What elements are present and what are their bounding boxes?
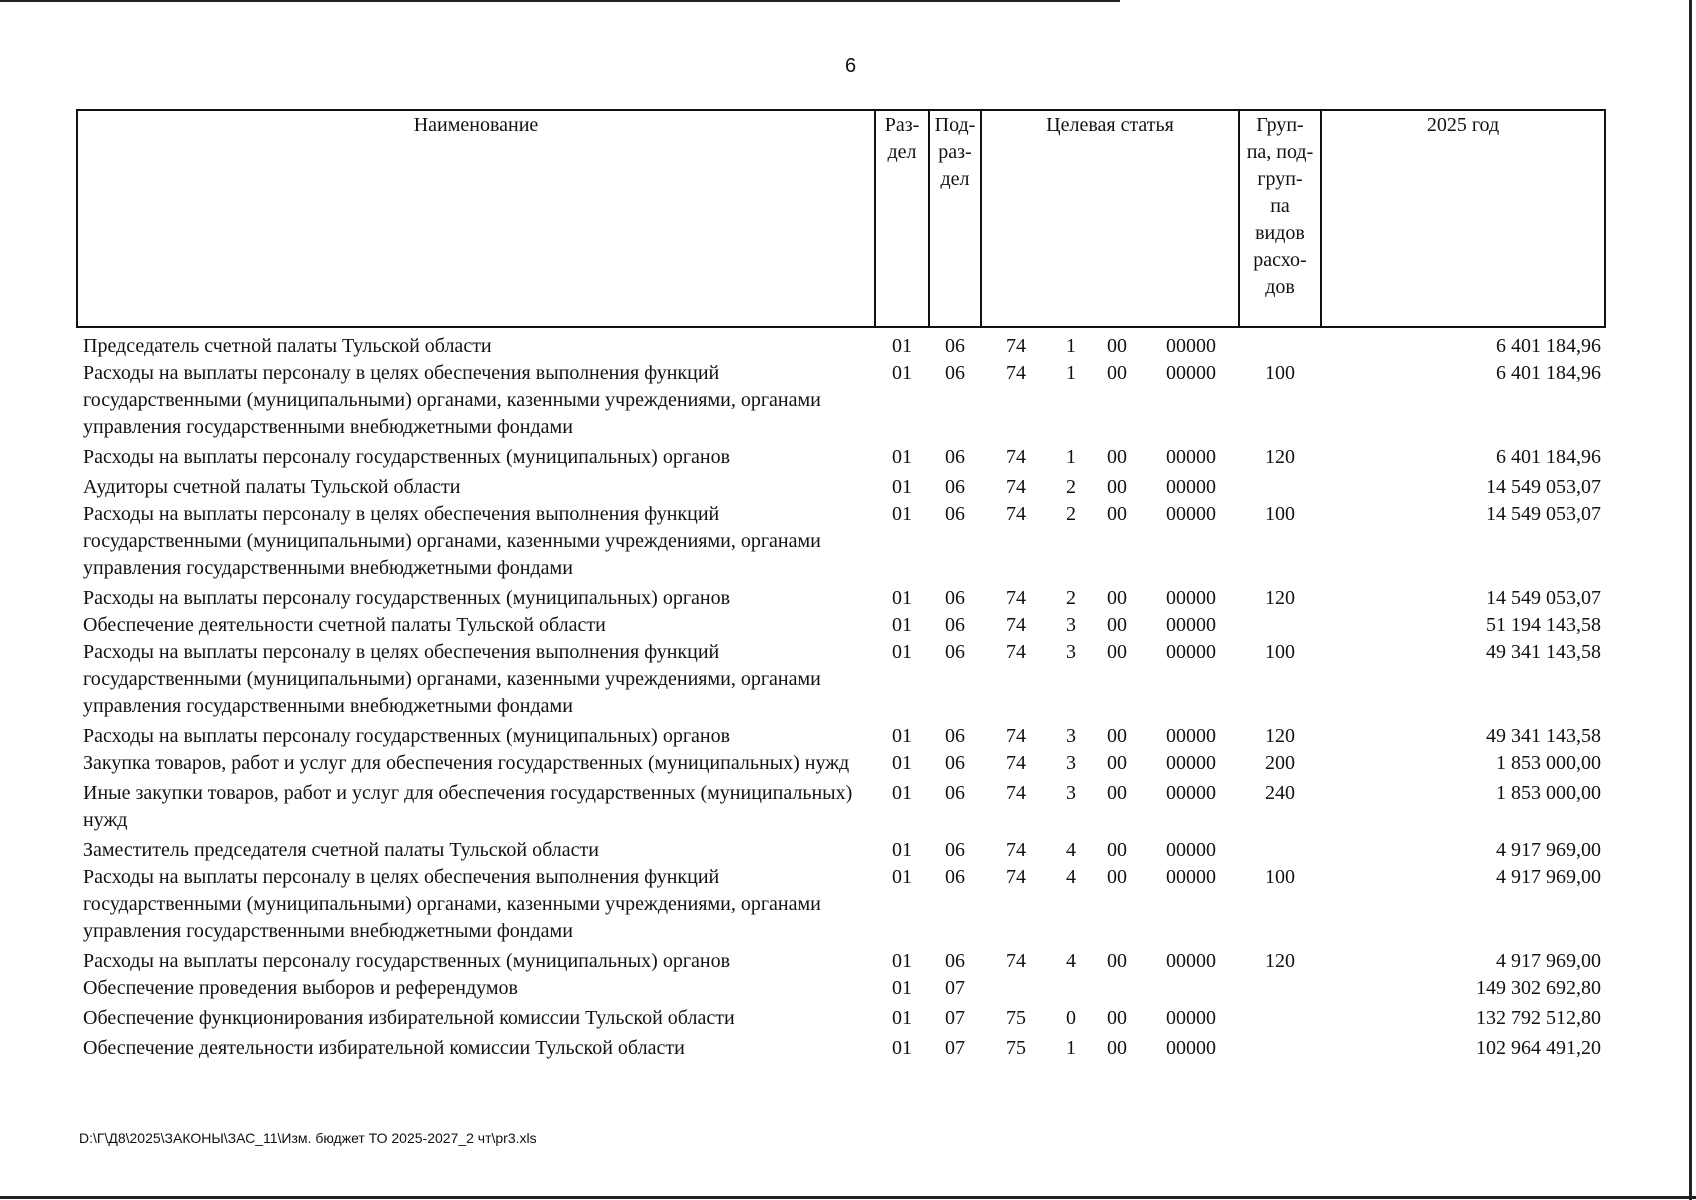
target-program: 74: [1006, 752, 1026, 774]
row-amount: 6 401 184,96: [1496, 446, 1601, 468]
top-border-line: [0, 0, 1120, 2]
table-row: [77, 639, 1605, 720]
row-amount: 14 549 053,07: [1486, 587, 1601, 609]
header-name: Наименование: [77, 110, 875, 327]
row-name: Расходы на выплаты персоналу в целях обеспечения выполнения функций государственными (муниципальными) органами, казенными учреждениями, органами управления государственными внебюджетными фондами: [83, 503, 821, 579]
target-direction: 00000: [1166, 782, 1216, 804]
row-expense-group: 120: [1265, 950, 1295, 972]
target-event: 00: [1107, 587, 1127, 609]
target-program: 74: [1006, 362, 1026, 384]
target-program: 74: [1006, 782, 1026, 804]
row-expense-group: [1239, 327, 1321, 360]
target-direction: 00000: [1166, 725, 1216, 747]
table-row: [77, 945, 1605, 975]
target-event: 00: [1107, 614, 1127, 636]
target-direction: 00000: [1166, 1037, 1216, 1059]
row-amount: 132 792 512,80: [1476, 1007, 1601, 1029]
target-subprogram: 1: [1066, 446, 1076, 468]
row-name: Закупка товаров, работ и услуг для обеспечения государственных (муниципальных) нужд: [83, 752, 850, 774]
header-group: Груп- па, под- груп- па видов расхо- дов: [1239, 110, 1321, 327]
row-expense-group: 100: [1265, 866, 1295, 888]
target-direction: 00000: [1166, 476, 1216, 498]
row-name: Председатель счетной палаты Тульской области: [83, 335, 492, 357]
target-direction: 00000: [1166, 866, 1216, 888]
row-name: Расходы на выплаты персоналу государственных (муниципальных) органов: [83, 950, 731, 972]
budget-table: [76, 109, 1606, 1072]
header-target: Целевая статья: [981, 110, 1239, 327]
row-amount: 6 401 184,96: [1496, 335, 1601, 357]
table-row: [77, 1002, 1605, 1032]
target-subprogram: 1: [1066, 1037, 1076, 1059]
table-row: [77, 864, 1605, 945]
row-name: Расходы на выплаты персоналу в целях обеспечения выполнения функций государственными (муниципальными) органами, казенными учреждениями, органами управления государственными внебюджетными фондами: [83, 641, 821, 717]
row-razdel: 01: [892, 503, 912, 525]
row-razdel: 01: [892, 839, 912, 861]
target-program: 74: [1006, 587, 1026, 609]
page-number: 6: [845, 55, 857, 77]
table-row: [77, 501, 1605, 582]
target-direction: 00000: [1166, 1007, 1216, 1029]
target-subprogram: 1: [1066, 362, 1076, 384]
target-subprogram: 1: [1066, 335, 1076, 357]
row-razdel: 01: [892, 752, 912, 774]
target-event: 00: [1107, 503, 1127, 525]
row-podrazdel: 06: [945, 839, 965, 861]
row-target-article: [981, 777, 1239, 834]
target-event: 00: [1107, 362, 1127, 384]
row-razdel: 01: [892, 446, 912, 468]
row-name: Расходы на выплаты персоналу государственных (муниципальных) органов: [83, 587, 731, 609]
row-target-article: [981, 441, 1239, 471]
row-target-article: [981, 612, 1239, 639]
row-target-article: [981, 1002, 1239, 1032]
target-event: 00: [1107, 782, 1127, 804]
row-razdel: 01: [892, 476, 912, 498]
target-event: 00: [1107, 752, 1127, 774]
row-expense-group: [1239, 1002, 1321, 1032]
target-subprogram: 2: [1066, 503, 1076, 525]
row-name: Иные закупки товаров, работ и услуг для обеспечения государственных (муниципальных) нужд: [83, 782, 853, 831]
row-razdel: 01: [892, 641, 912, 663]
row-amount: 14 549 053,07: [1486, 503, 1601, 525]
row-name: Обеспечение деятельности избирательной комиссии Тульской области: [83, 1037, 685, 1059]
row-target-article: [981, 639, 1239, 720]
row-podrazdel: 06: [945, 752, 965, 774]
table-header-row: [77, 110, 1605, 327]
row-name: Расходы на выплаты персоналу в целях обеспечения выполнения функций государственными (муниципальными) органами, казенными учреждениями, органами управления государственными внебюджетными фондами: [83, 866, 821, 942]
target-direction: 00000: [1166, 335, 1216, 357]
table-row: [77, 441, 1605, 471]
row-razdel: 01: [892, 950, 912, 972]
row-target-article: [981, 945, 1239, 975]
header-podrazdel: Под- раз- дел: [929, 110, 981, 327]
target-event: 00: [1107, 839, 1127, 861]
row-podrazdel: 06: [945, 335, 965, 357]
table-row: [77, 834, 1605, 864]
row-target-article: [981, 471, 1239, 501]
row-amount: 4 917 969,00: [1496, 950, 1601, 972]
row-target-article: [981, 720, 1239, 750]
row-podrazdel: 06: [945, 725, 965, 747]
target-direction: 00000: [1166, 446, 1216, 468]
row-expense-group: [1239, 1032, 1321, 1072]
row-amount: 1 853 000,00: [1496, 782, 1601, 804]
row-podrazdel: 06: [945, 866, 965, 888]
row-amount: 6 401 184,96: [1496, 362, 1601, 384]
row-podrazdel: 06: [945, 782, 965, 804]
row-razdel: 01: [892, 866, 912, 888]
row-razdel: 01: [892, 725, 912, 747]
row-expense-group: 100: [1265, 362, 1295, 384]
row-name: Расходы на выплаты персоналу государственных (муниципальных) органов: [83, 446, 731, 468]
row-razdel: 01: [892, 614, 912, 636]
row-target-article: [981, 975, 1239, 1002]
target-program: 74: [1006, 446, 1026, 468]
row-target-article: [981, 1032, 1239, 1072]
row-razdel: 01: [892, 782, 912, 804]
row-name: Обеспечение проведения выборов и референдумов: [83, 977, 518, 999]
row-expense-group: 100: [1265, 503, 1295, 525]
target-subprogram: 3: [1066, 752, 1076, 774]
row-razdel: 01: [892, 335, 912, 357]
row-name: Заместитель председателя счетной палаты Тульской области: [83, 839, 599, 861]
row-podrazdel: 06: [945, 503, 965, 525]
target-event: 00: [1107, 335, 1127, 357]
target-subprogram: 2: [1066, 476, 1076, 498]
row-amount: 14 549 053,07: [1486, 476, 1601, 498]
row-name: Обеспечение функционирования избирательной комиссии Тульской области: [83, 1007, 735, 1029]
row-amount: 4 917 969,00: [1496, 839, 1601, 861]
row-name: Обеспечение деятельности счетной палаты Тульской области: [83, 614, 606, 636]
row-expense-group: 120: [1265, 725, 1295, 747]
row-podrazdel: 07: [945, 1007, 965, 1029]
target-direction: 00000: [1166, 950, 1216, 972]
right-border-line: [1689, 0, 1692, 1200]
target-event: 00: [1107, 866, 1127, 888]
target-direction: 00000: [1166, 752, 1216, 774]
row-razdel: 01: [892, 977, 912, 999]
target-program: 74: [1006, 725, 1026, 747]
target-program: 74: [1006, 503, 1026, 525]
target-event: 00: [1107, 1037, 1127, 1059]
row-amount: 49 341 143,58: [1486, 641, 1601, 663]
row-expense-group: [1239, 471, 1321, 501]
row-razdel: 01: [892, 362, 912, 384]
row-name: Расходы на выплаты персоналу государственных (муниципальных) органов: [83, 725, 731, 747]
file-path-footer: D:\Г\Д8\2025\ЗАКОНЫ\ЗАС_11\Изм. бюджет ТО 2025-2027_2 чт\pr3.xls: [79, 1130, 537, 1146]
row-podrazdel: 06: [945, 446, 965, 468]
target-subprogram: 2: [1066, 587, 1076, 609]
row-amount: 1 853 000,00: [1496, 752, 1601, 774]
target-subprogram: 0: [1066, 1007, 1076, 1029]
target-direction: 00000: [1166, 362, 1216, 384]
target-direction: 00000: [1166, 839, 1216, 861]
table-row: [77, 612, 1605, 639]
row-target-article: [981, 582, 1239, 612]
target-subprogram: 3: [1066, 614, 1076, 636]
target-program: 74: [1006, 335, 1026, 357]
target-program: 74: [1006, 641, 1026, 663]
row-podrazdel: 06: [945, 587, 965, 609]
row-expense-group: [1239, 975, 1321, 1002]
row-razdel: 01: [892, 587, 912, 609]
target-program: 74: [1006, 839, 1026, 861]
target-event: 00: [1107, 446, 1127, 468]
row-expense-group: [1239, 834, 1321, 864]
target-program: 74: [1006, 866, 1026, 888]
target-subprogram: 4: [1066, 839, 1076, 861]
row-podrazdel: 06: [945, 362, 965, 384]
table-row: [77, 471, 1605, 501]
row-name: Расходы на выплаты персоналу в целях обеспечения выполнения функций государственными (муниципальными) органами, казенными учреждениями, органами управления государственными внебюджетными фондами: [83, 362, 821, 438]
row-name: Аудиторы счетной палаты Тульской области: [83, 476, 461, 498]
row-target-article: [981, 834, 1239, 864]
header-year: 2025 год: [1321, 110, 1605, 327]
table-row: [77, 720, 1605, 750]
row-podrazdel: 06: [945, 950, 965, 972]
row-amount: 149 302 692,80: [1476, 977, 1601, 999]
row-expense-group: 120: [1265, 587, 1295, 609]
target-event: 00: [1107, 725, 1127, 747]
row-amount: 49 341 143,58: [1486, 725, 1601, 747]
target-program: 75: [1006, 1007, 1026, 1029]
row-podrazdel: 06: [945, 614, 965, 636]
row-target-article: [981, 750, 1239, 777]
table-row: [77, 1032, 1605, 1072]
row-podrazdel: 07: [945, 977, 965, 999]
target-program: 74: [1006, 950, 1026, 972]
row-expense-group: 120: [1265, 446, 1295, 468]
target-program: 74: [1006, 614, 1026, 636]
target-event: 00: [1107, 1007, 1127, 1029]
row-amount: 4 917 969,00: [1496, 866, 1601, 888]
target-event: 00: [1107, 476, 1127, 498]
row-target-article: [981, 327, 1239, 360]
table-row: [77, 750, 1605, 777]
row-expense-group: 200: [1265, 752, 1295, 774]
row-amount: 51 194 143,58: [1486, 614, 1601, 636]
row-expense-group: [1239, 612, 1321, 639]
target-direction: 00000: [1166, 587, 1216, 609]
header-razdel: Раз- дел: [875, 110, 929, 327]
row-expense-group: 100: [1265, 641, 1295, 663]
target-subprogram: 4: [1066, 950, 1076, 972]
target-subprogram: 3: [1066, 725, 1076, 747]
row-razdel: 01: [892, 1007, 912, 1029]
table-row: [77, 327, 1605, 360]
target-event: 00: [1107, 641, 1127, 663]
target-direction: 00000: [1166, 614, 1216, 636]
table-row: [77, 975, 1605, 1002]
target-subprogram: 4: [1066, 866, 1076, 888]
target-direction: 00000: [1166, 641, 1216, 663]
row-podrazdel: 06: [945, 641, 965, 663]
target-direction: 00000: [1166, 503, 1216, 525]
row-target-article: [981, 864, 1239, 945]
row-podrazdel: 06: [945, 476, 965, 498]
row-target-article: [981, 360, 1239, 441]
table-row: [77, 360, 1605, 441]
row-razdel: 01: [892, 1037, 912, 1059]
row-podrazdel: 07: [945, 1037, 965, 1059]
row-amount: 102 964 491,20: [1476, 1037, 1601, 1059]
table-row: [77, 777, 1605, 834]
table-row: [77, 582, 1605, 612]
target-program: 75: [1006, 1037, 1026, 1059]
row-expense-group: 240: [1265, 782, 1295, 804]
row-target-article: [981, 501, 1239, 582]
target-subprogram: 3: [1066, 782, 1076, 804]
target-subprogram: 3: [1066, 641, 1076, 663]
target-program: 74: [1006, 476, 1026, 498]
target-event: 00: [1107, 950, 1127, 972]
bottom-border-line: [0, 1196, 1696, 1199]
